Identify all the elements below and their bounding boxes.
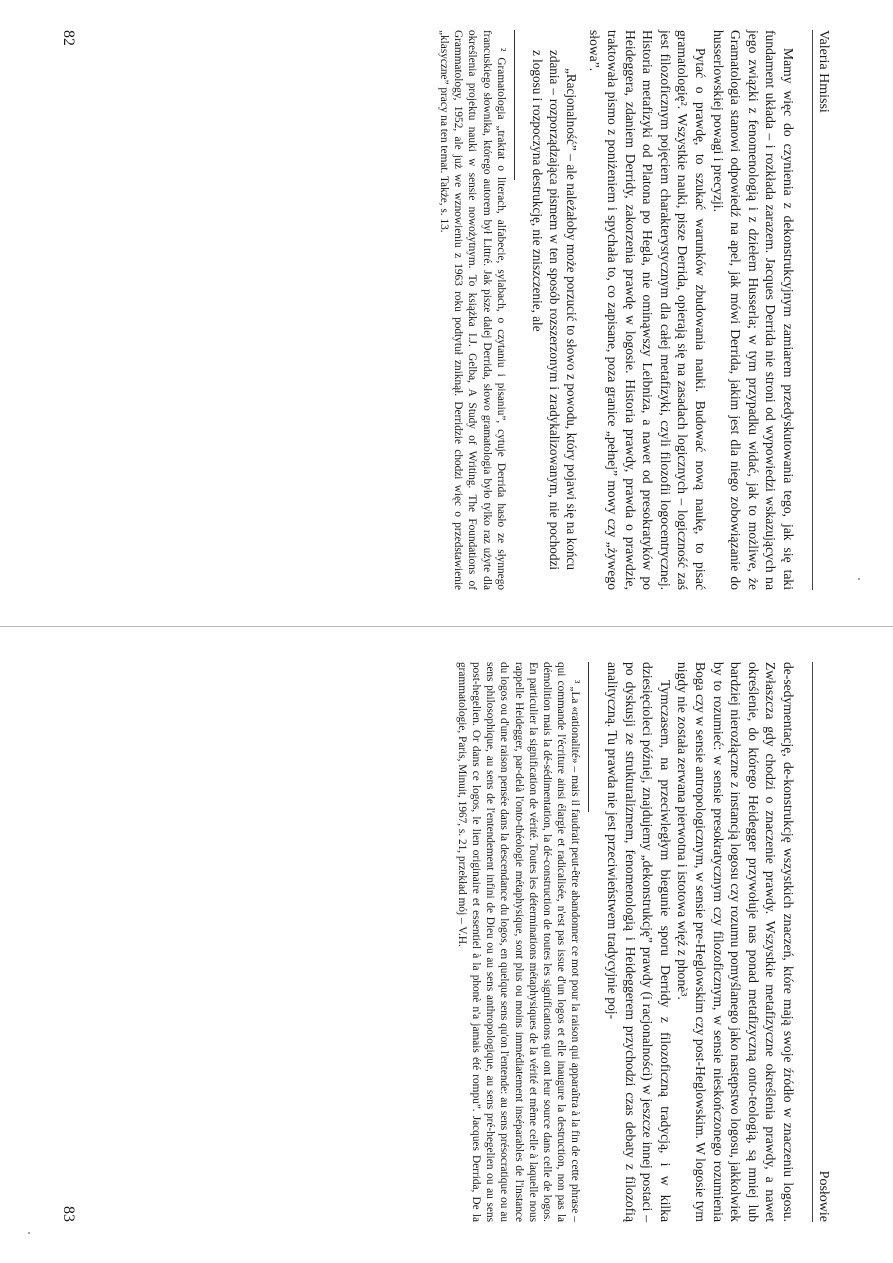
block-quote: „Racjonalność” – ale należałoby może porzucić to słowo z powodu, który pojawi się na końcu zdania – rozporządzająca pismem w ten sposób rozszerzonym i zradykalizowanym, nie pochodzi z logosu i rozpoczyna destrukcję, nie zniszczenie, ale [529, 50, 579, 570]
footnote-rule [588, 662, 589, 812]
left-page [0, 0, 893, 620]
scan-speck [858, 578, 860, 580]
paragraph: de-sedymentację, de-konstrukcję wszystkich znaczeń, które mają swoje źródło w znaczeniu logosu. Zwłaszcza gdy chodzi o znaczenie prawdy. Wszystkie metafizyczne określenia prawdy, a nawet określenie, do którego Heidegger przywołuje nas ponad metafizyczną onto-teologią, są mniej lub bardziej nierozłączne z instancją logosu czy rozumu pomyślanego jako następstwo logosu, jakkolwiek by to rozumieć: w sensie presokratycznym czy filozoficznym, w sensie nieskończonego rozumienia Boga czy w sensie antropologicznym, w sensie pre-Heglowskim czy post-Heglowskim. W logosie tym nigdy nie została zerwana pierwotna i istotowa więź z phonè³. [675, 662, 796, 1222]
footnote: ² Gramatologia „traktat o literach, alfabecie, sylabach, o czytaniu i pisaniu”, cytuje Derrida hasło ze słynnego francuskiego słownika, którego autorem był Littré. Jak pisze dalej Derrida, słowo gramatologia było tylko raz użyte dla określenia projektu nauki w sensie nowożytnym. To książka I.J. Gelba, A Study of Writing. The Foundations of Grammatology, 1952, ale już we wznowieniu z 1963 roku podtytuł zniknął. Derridzie chodzi więc o przedstawienie „klasyczne” pracy na ten temat. Także, s. 13. [438, 30, 507, 590]
page-body [455, 662, 797, 1222]
paragraph: Tymczasem, na przeciwległym biegunie sporu Derridy z filozoficzną tradycją, i w kilka dziesięcioleci później, znajdujemy „dekonstrukcję” prawdy (i racjonalności) w jeszcze innej postaci – po dyskusji ze strukturalizmem, fenomenologią i Heideggerem przychodzi czas debaty z filozofią analityczną. Tu prawda nie jest przeciwieństwem tradycyjnie poj- [605, 662, 673, 1222]
footnote: ³ „La «rationalité» – mais il faudrait peut-être abandonner ce mot pour la raison qui apparaîtra à la fin de cette phrase – qui commande l'écriture ainsi élargie et radicalisée, n'est pas issue d'un logos et elle inaugure la destruction, non pas la démolition mais la dé-sédimentation, la dé-construction de toutes les significations qui ont leur source dans celle de logos. En particulier la signification de vérité. Toutes les déterminations métaphysiques de la vérité et même celle à laquelle nous rappelle Heidegger, par-delà l'onto-théologie métaphysique, sont plus ou moins immédiatement inséparables de l'instance du logos ou d'une raison pensée dans la descendance du logos, en quelque sens qu'on l'entende: au sens présocratique ou au sens philosophique, au sens de l'entendement infini de Dieu ou au sens anthropologique, au sens pré-hegelien ou au sens post-hegelien. Or dans ce logos, le lien originaire et essentiel à la phonè n'a jamais été rompu”. Jacques Derrida, De la grammatologie, Paris, Minuit, 1967, s. 21, przekład mój – V.H. [455, 662, 582, 1222]
scan-speck [28, 1232, 30, 1234]
page-number: 83 [60, 1206, 77, 1222]
running-head-section: Posłowie [816, 1170, 831, 1222]
rotated-page-83 [61, 662, 831, 1222]
running-head [812, 662, 831, 1222]
rotated-page-82 [61, 30, 831, 590]
paragraph: Pytać o prawdę, to szukać warunków zbudowania nauki. Budować nową naukę, to pisać gramatologię². Wszystkie nauki, pisze Derrida, opierają się na zasadach logicznych – logiczność zaś jest filozoficznym pojęciem charakterystycznym dla całej metafizyki, czyli filozofii logocentrycznej. Historia metafizyki od Platona po Hegla, nie ominąwszy Leibniza, a nawet od presokratyków po Heideggera, zdaniem Derridy, zakorzenia prawdę w logosie. Historia prawdy, prawda o prawdzie, traktowała pismo z poniżeniem i spychała to, co zapisane, poza granice „pełnej” mowy czy „żywego słowa”. [587, 30, 709, 590]
footnote-rule [514, 30, 515, 180]
running-head-author: Valeria Hmissi [816, 30, 831, 113]
page-number: 82 [60, 30, 77, 46]
paragraph: Mamy więc do czynienia z dekonstrukcyjnym zamiarem przedyskutowania tego, jak się taki fundament układa – i rozkłada zarazem. Jacques Derrida nie stroni od wypowiedzi wskazujących na jego związki z fenomenologią i z dziełem Husserla; w tym przypadku widać, jak to możliwe, że Gramatologia stanowi odpowiedź na apel, jak mówi Derrida, jakim jest dla niego zobowiązanie do husserlowskiej powagi i precyzji. [710, 30, 796, 590]
right-page [0, 632, 893, 1252]
page-body [437, 30, 797, 590]
page-divider [0, 626, 893, 627]
running-head [812, 30, 831, 590]
